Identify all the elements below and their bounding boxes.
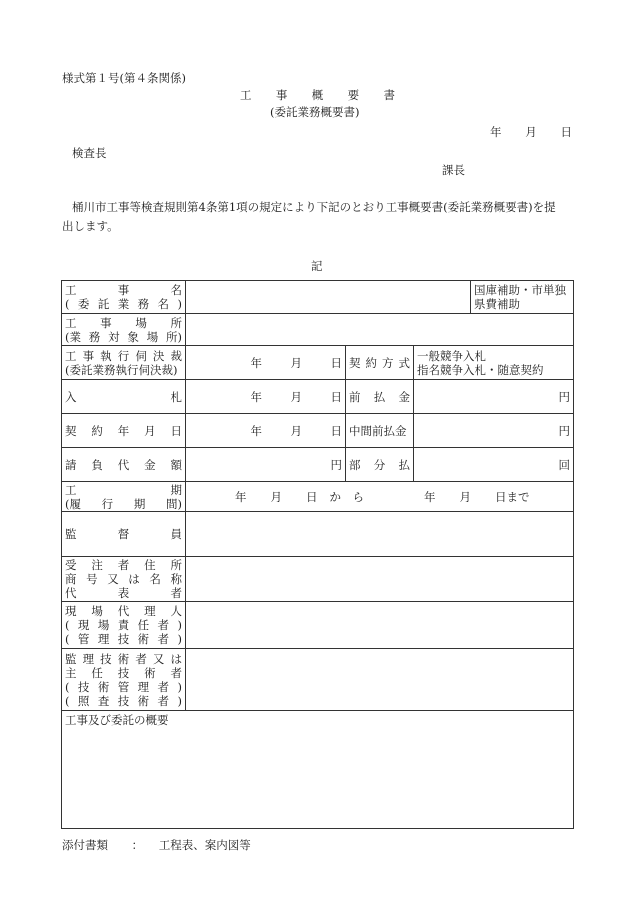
row-project-name xyxy=(62,281,574,314)
label-contract-date: 契 約 年 月 日 xyxy=(62,414,186,448)
date-day: 日 xyxy=(560,125,572,139)
chief-engineer-field[interactable] xyxy=(186,649,574,711)
addressee: 検査長 xyxy=(72,146,107,160)
label-execution-approval: 工 事 執 行 伺 決 裁 (委託業務執行伺決裁) xyxy=(62,346,186,380)
attachments-label: 添付書類 xyxy=(62,838,108,852)
row-bidding xyxy=(62,380,574,414)
partial-payment-field[interactable]: 回 xyxy=(414,448,574,482)
supervisor-field[interactable] xyxy=(186,512,574,557)
date-year: 年 xyxy=(490,125,502,139)
label-overview: 工事及び委託の概要 xyxy=(65,713,169,727)
sender: 課長 xyxy=(442,163,465,177)
attachments-colon: ： xyxy=(131,838,144,852)
title-char: 概 xyxy=(311,88,324,102)
subsidy-type: 国庫補助・市単独 県費補助 xyxy=(471,281,574,314)
label-project-location: 工 事 場 所 (業 務 対 象 場 所) xyxy=(62,314,186,346)
contract-amount-field[interactable]: 円 xyxy=(186,448,346,482)
label-interim-advance: 中間前払金 xyxy=(346,414,414,448)
label-advance-payment: 前 払 金 xyxy=(346,380,414,414)
row-project-location xyxy=(62,314,574,346)
title-char: 要 xyxy=(347,88,360,102)
bidding-date[interactable]: 年 月 日 xyxy=(186,380,346,414)
document-title xyxy=(240,87,395,103)
attachments-items: 工程表、案内図等 xyxy=(158,838,251,852)
label-period: 工 期 (履 行 期 間) xyxy=(62,482,186,512)
label-contract-method: 契 約 方 式 xyxy=(346,346,414,380)
attachments xyxy=(62,837,251,853)
row-contract-date xyxy=(62,414,574,448)
advance-payment-field[interactable]: 円 xyxy=(414,380,574,414)
title-char: 工 xyxy=(240,88,252,102)
row-contractor xyxy=(62,557,574,602)
document-subtitle: (委託業務概要書) xyxy=(270,105,360,119)
label-site-agent: 現 場 代 理 人 ( 現 場 責 任 者 ) ( 管 理 技 術 者 ) xyxy=(62,602,186,649)
execution-approval-date[interactable]: 年 月 日 xyxy=(186,346,346,380)
summary-table xyxy=(61,280,574,829)
row-chief-engineer xyxy=(62,649,574,711)
period-field[interactable]: 年 月 日 か ら 年 月 日まで xyxy=(186,482,574,512)
title-char: 書 xyxy=(383,88,395,102)
row-contract-amount xyxy=(62,448,574,482)
form-number: 様式第１号(第４条関係) xyxy=(62,71,186,85)
label-partial-payment: 部 分 払 xyxy=(346,448,414,482)
body-text-line1: 桶川市工事等検査規則第4条第1項の規定により下記のとおり工事概要書(委託業務概要書)を提 xyxy=(72,200,556,214)
submission-date xyxy=(490,124,572,140)
ki-marker: 記 xyxy=(311,259,323,273)
project-location-field[interactable] xyxy=(186,314,574,346)
label-contract-amount: 請 負 代 金 額 xyxy=(62,448,186,482)
contractor-field[interactable] xyxy=(186,557,574,602)
label-contractor: 受 注 者 住 所 商 号 又 は 名 称 代 表 者 xyxy=(62,557,186,602)
contract-method-options[interactable]: 一般競争入札 指名競争入札・随意契約 xyxy=(414,346,574,380)
label-supervisor: 監 督 員 xyxy=(62,512,186,557)
label-chief-engineer: 監 理 技 術 者 又 は 主 任 技 術 者 ( 技 術 管 理 者 ) ( 照 査 技 術 者 ) xyxy=(62,649,186,711)
body-text-line2: 出します。 xyxy=(62,219,119,233)
title-char: 事 xyxy=(275,88,288,102)
label-bidding: 入 札 xyxy=(62,380,186,414)
row-site-agent xyxy=(62,602,574,649)
overview-field[interactable] xyxy=(62,711,574,829)
row-execution-approval xyxy=(62,346,574,380)
row-overview xyxy=(62,711,574,829)
project-name-field[interactable] xyxy=(186,281,471,314)
label-project-name: 工 事 名 ( 委 託 業 務 名 ) xyxy=(62,281,186,314)
row-period xyxy=(62,482,574,512)
date-month: 月 xyxy=(525,125,537,139)
row-supervisor xyxy=(62,512,574,557)
contract-date-field[interactable]: 年 月 日 xyxy=(186,414,346,448)
interim-advance-field[interactable]: 円 xyxy=(414,414,574,448)
site-agent-field[interactable] xyxy=(186,602,574,649)
